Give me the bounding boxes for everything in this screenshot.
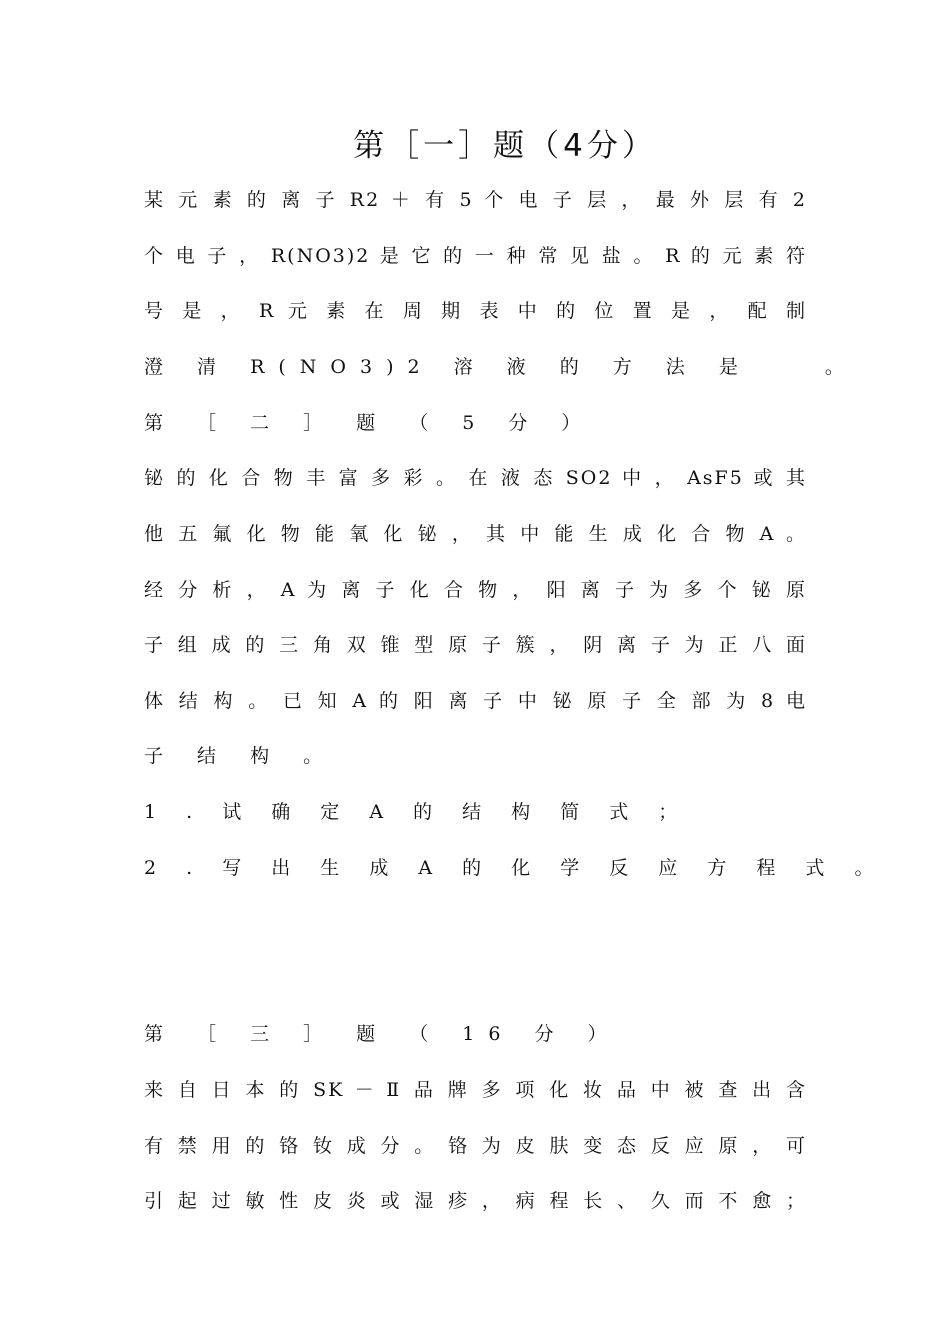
- text-line: 体 结 构 。 已 知 A 的 阳 离 子 中 铋 原 子 全 部 为 8 电: [144, 690, 807, 712]
- page-title: 第［一］题（4分）: [353, 128, 657, 164]
- text-line: 来 自 日 本 的 SK － Ⅱ 品 牌 多 项 化 妆 品 中 被 查 出 含: [144, 1079, 807, 1101]
- text-line: 子 组 成 的 三 角 双 锥 型 原 子 簇 ， 阴 离 子 为 正 八 面: [144, 634, 807, 656]
- text-line: 个 电 子 ， R(NO3)2 是 它 的 一 种 常 见 盐 。 R 的 元 素 符: [144, 245, 807, 267]
- text-line: 子 结 构 。: [144, 745, 337, 767]
- section-heading: 第 ［ 二 ］ 题 （ 5 分 ）: [144, 412, 595, 434]
- text-line: 澄 清 R(NO3)2 溶 液 的 方 法 是 。: [144, 356, 858, 378]
- text-line: 经 分 析 ， A 为 离 子 化 合 物 ， 阳 离 子 为 多 个 铋 原: [144, 579, 807, 601]
- text-line: 他 五 氟 化 物 能 氧 化 铋 ， 其 中 能 生 成 化 合 物 A 。: [144, 523, 807, 545]
- text-line: 某 元 素 的 离 子 R2 ＋ 有 5 个 电 子 层 ， 最 外 层 有 2: [144, 189, 807, 211]
- question-item: 2 . 写 出 生 成 A 的 化 学 反 应 方 程 式 。: [144, 857, 886, 879]
- text-line: 号 是 ， R 元 素 在 周 期 表 中 的 位 置 是 ， 配 制: [144, 300, 807, 322]
- question-item: 1 . 试 确 定 A 的 结 构 简 式 ；: [144, 801, 690, 823]
- text-line: 铋 的 化 合 物 丰 富 多 彩 。 在 液 态 SO2 中 ， AsF5 或 其: [144, 467, 807, 489]
- section-heading: 第 ［ 三 ］ 题 （ 16 分 ）: [144, 1023, 621, 1045]
- text-line: 引 起 过 敏 性 皮 炎 或 湿 疹 ， 病 程 长 、 久 而 不 愈 ；: [144, 1190, 807, 1212]
- text-line: 有 禁 用 的 铬 钕 成 分 。 铬 为 皮 肤 变 态 反 应 原 ， 可: [144, 1135, 807, 1157]
